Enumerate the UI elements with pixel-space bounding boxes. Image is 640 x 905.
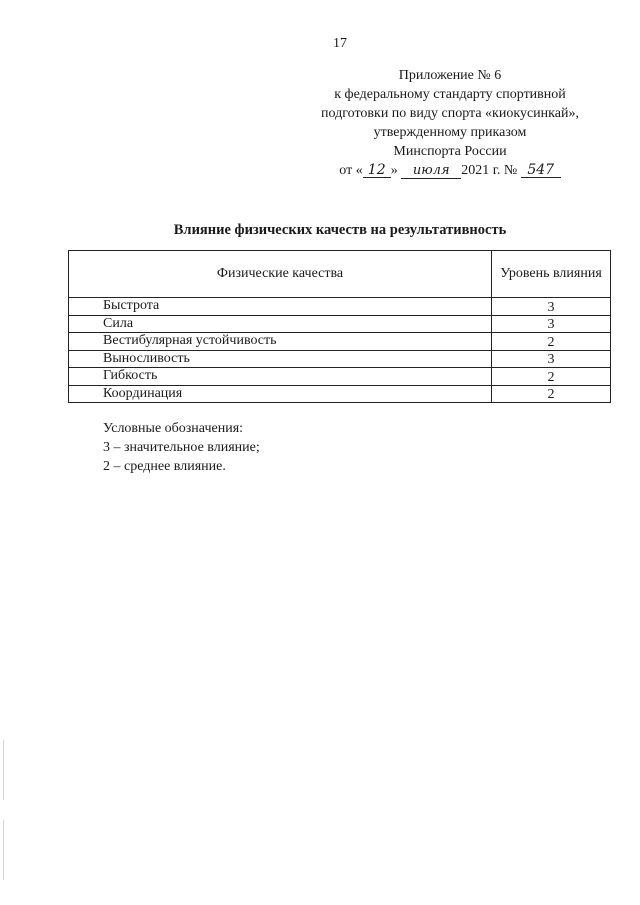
table-row [69,385,611,403]
handwritten-day: 12 [363,163,391,178]
table-row [69,350,611,368]
table-row [69,315,611,333]
table-row [69,368,611,386]
page-number: 17 [333,36,347,51]
appendix-line-4: Минспорта России [393,144,507,159]
date-prefix: от « [339,163,363,178]
handwritten-order-number: 547 [521,163,561,178]
quality-name: Быстрота [69,298,492,316]
quality-level: 2 [492,385,611,403]
table-row [69,333,611,351]
legend-item: 2 – среднее влияние. [103,459,226,474]
qualities-table [68,250,611,403]
document-title: Влияние физических качеств на результативность [173,222,507,238]
order-date-line [300,161,600,180]
legend-item: 3 – значительное влияние; [103,440,260,455]
quality-name: Сила [69,315,492,333]
quality-level: 3 [492,315,611,333]
quality-name: Координация [69,385,492,403]
appendix-line-1: к федеральному стандарту спортивной [334,87,566,102]
scan-margin-mark [3,820,4,880]
quality-level: 2 [492,368,611,386]
quality-level: 2 [492,333,611,351]
table-row [69,298,611,316]
quality-name: Гибкость [69,368,492,386]
appendix-line-3: утвержденному приказом [373,125,527,140]
appendix-line-2: подготовки по виду спорта «киокусинкай», [321,106,579,121]
legend-title: Условные обозначения: [103,421,244,436]
scan-margin-mark [3,740,4,800]
header-qualities: Физические качества [69,251,492,298]
date-middle: » [390,163,398,178]
quality-level: 3 [492,350,611,368]
table-header-row [69,251,611,298]
appendix-header [300,66,600,180]
header-level: Уровень влияния [492,251,611,298]
legend [103,419,260,476]
appendix-title: Приложение № 6 [398,68,502,83]
date-year-part: 2021 г. № [461,163,518,178]
quality-name: Выносливость [69,350,492,368]
quality-level: 3 [492,298,611,316]
handwritten-month: июля [401,164,461,179]
quality-name: Вестибулярная устойчивость [69,333,492,351]
